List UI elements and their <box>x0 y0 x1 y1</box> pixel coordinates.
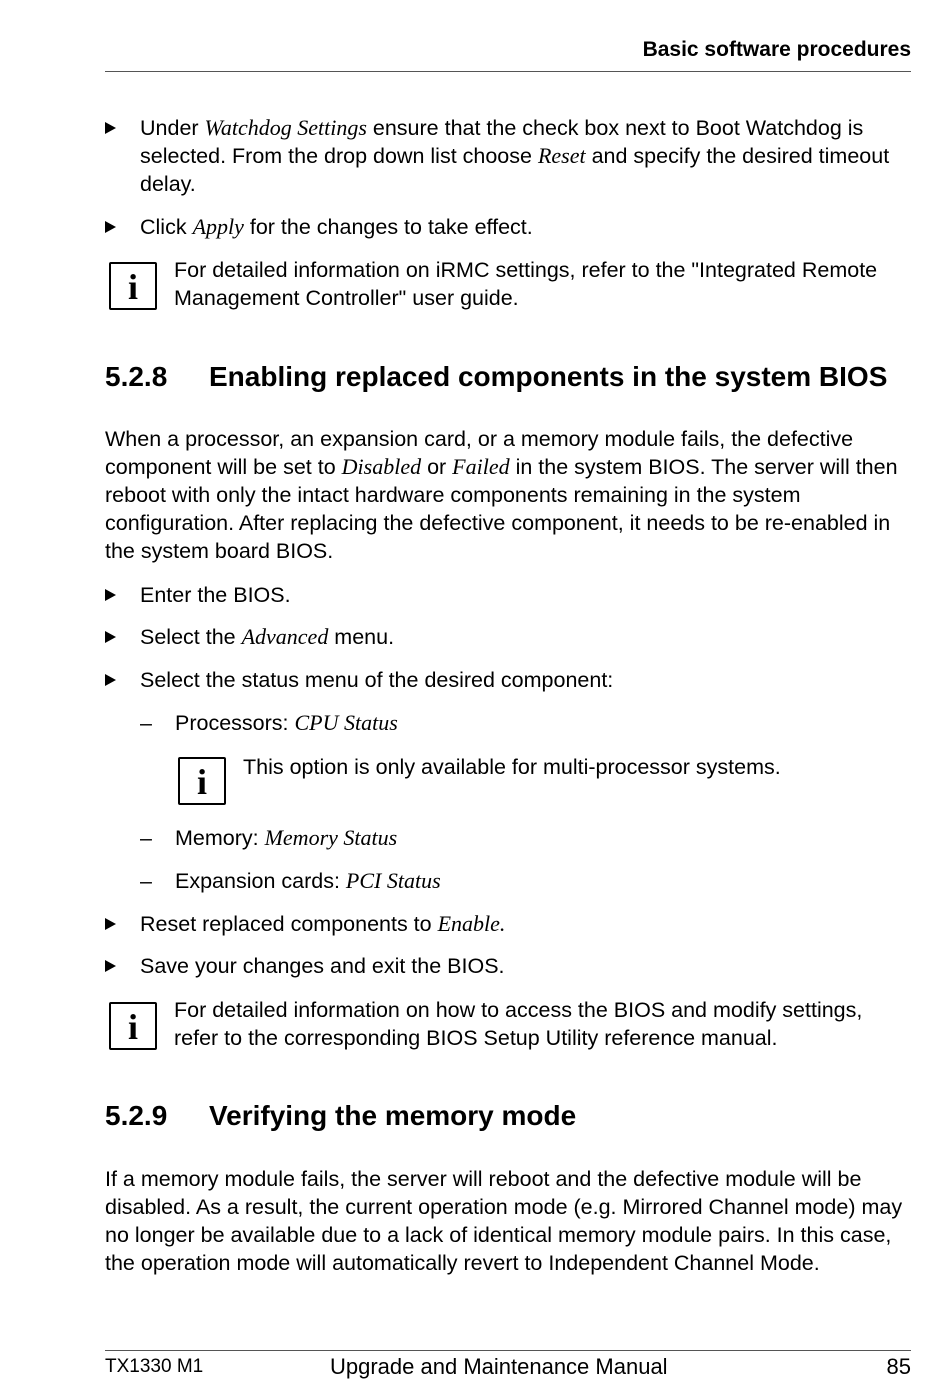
section-heading-5-2-9: 5.2.9 Verifying the memory mode <box>105 1100 577 1131</box>
info-note-irmc: i For detailed information on iRMC settings, refer to the "Integrated Remote Management Controller" user guide. <box>105 256 911 312</box>
step-arrow-icon <box>105 918 116 930</box>
step-arrow-icon <box>105 589 116 601</box>
footer-manual-title: Upgrade and Maintenance Manual <box>330 1354 668 1379</box>
footer-rule <box>105 1350 911 1351</box>
step-click-apply: Click Apply for the changes to take effect. <box>105 213 911 241</box>
step-enter-bios: Enter the BIOS. <box>105 581 911 609</box>
dash-marker: – <box>140 826 152 850</box>
info-icon: i <box>178 757 226 805</box>
section-5-2-8-paragraph: When a processor, an expansion card, or a memory module fails, the defective component will be set to Disabled or Failed in the system BIOS. The server will then reboot with only the intact hardware components remaining in the system configuration. After replacing the defective component, it needs to be re-enabled in the system board BIOS. <box>105 427 898 563</box>
running-header: Basic software procedures <box>642 38 911 61</box>
step-arrow-icon <box>105 631 116 643</box>
step-arrow-icon <box>105 674 116 686</box>
header-rule <box>105 71 911 72</box>
document-page <box>105 0 911 1384</box>
info-icon: i <box>109 1002 157 1050</box>
step-watchdog-settings: Under Watchdog Settings ensure that the check box next to Boot Watchdog is selected. From the drop down list choose Reset and specify the desired timeout delay. <box>105 114 911 198</box>
step-arrow-icon <box>105 960 116 972</box>
step-arrow-icon <box>105 221 116 233</box>
step-save-exit: Save your changes and exit the BIOS. <box>105 952 911 980</box>
info-icon: i <box>109 262 157 310</box>
dash-marker: – <box>140 869 152 893</box>
step-select-status-menu: Select the status menu of the desired component: <box>105 666 911 694</box>
footer-model: TX1330 M1 <box>105 1356 204 1377</box>
page-footer <box>105 1354 911 1382</box>
section-heading-5-2-8: 5.2.8 Enabling replaced components in the system BIOS <box>105 361 888 392</box>
sub-item-memory: – Memory: Memory Status <box>140 825 398 850</box>
sub-item-expansion-cards: – Expansion cards: PCI Status <box>140 868 441 893</box>
sub-item-processors: – Processors: CPU Status <box>140 710 398 735</box>
footer-page-number: 85 <box>886 1354 911 1379</box>
info-note-multiprocessor: i This option is only available for multi-processor systems. <box>174 753 911 781</box>
step-arrow-icon <box>105 122 116 134</box>
section-5-2-9-paragraph: If a memory module fails, the server will reboot and the defective module will be disabled. As a result, the current operation mode (e.g. Mirrored Channel mode) may no longer be available due to a lack of identical memory module pairs. In this case, the operation mode will automatically revert to Independent Channel Mode. <box>105 1167 903 1275</box>
step-reset-components: Reset replaced components to Enable. <box>105 910 911 938</box>
step-select-advanced: Select the Advanced menu. <box>105 623 911 651</box>
dash-marker: – <box>140 711 152 735</box>
info-note-bios: i For detailed information on how to access the BIOS and modify settings, refer to the corresponding BIOS Setup Utility reference manual. <box>105 996 911 1052</box>
